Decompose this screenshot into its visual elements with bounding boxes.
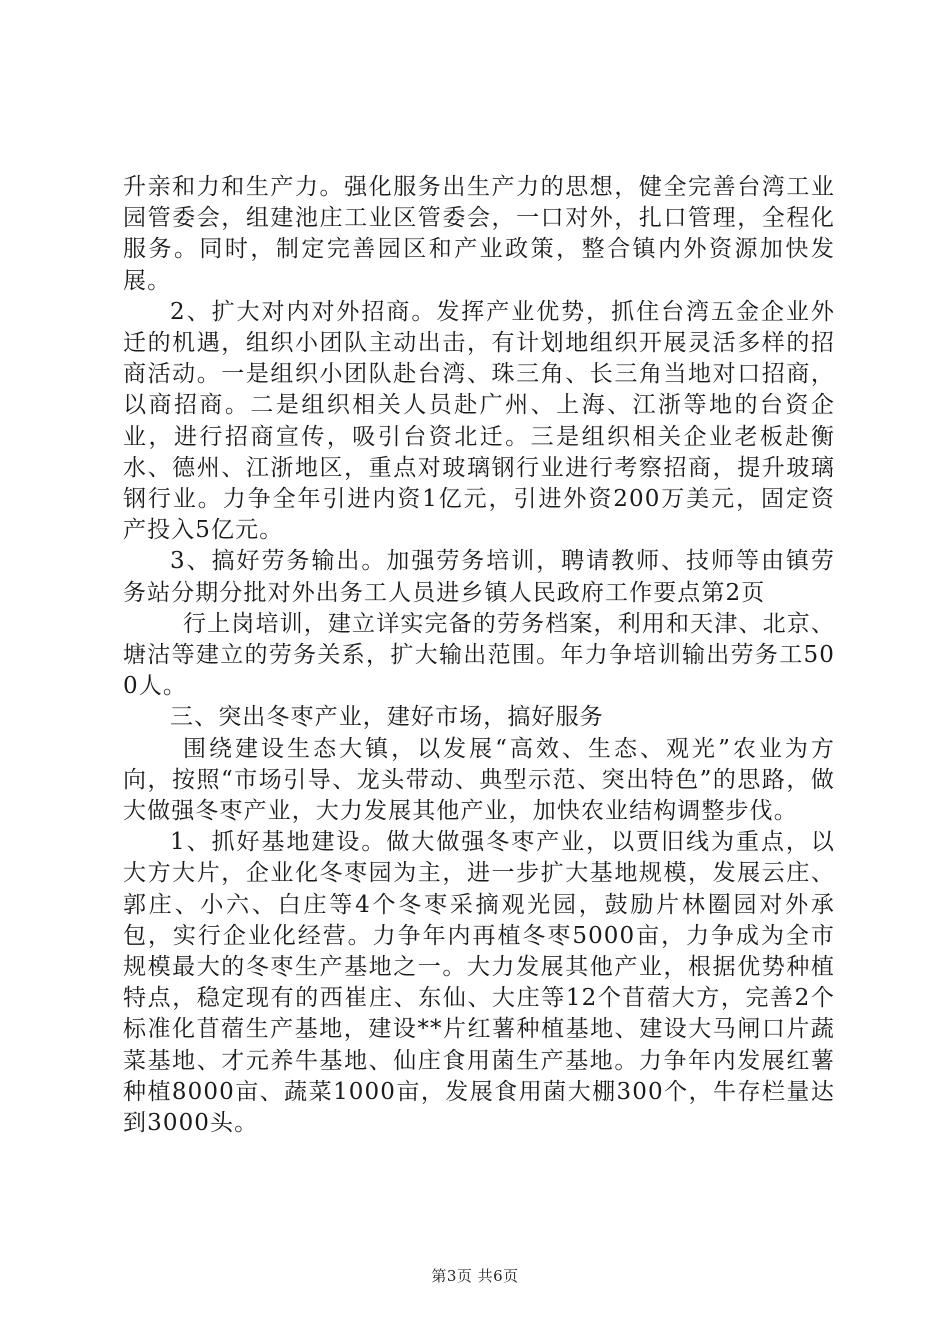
paragraph-investment-attraction: 2、扩大对内对外招商。发挥产业优势，抓住台湾五金企业外迁的机遇，组织小团队主动出击，有计划地组织开展灵活多样的招商活动。一是组织小团队赴台湾、珠三角、长三角当地对口招商，以商招商。二是组织相关人员赴广州、上海、江浙等地的台资企业，进行招商宣传，吸引台资北迁。三是组织相关企业老板赴衡水、德州、江浙地区，重点对玻璃钢行业进行考察招商，提升玻璃钢行业。力争全年引进内资1亿元，引进外资200万美元，固定资产投入5亿元。	[123, 298, 835, 544]
paragraph-labor-training: 行上岗培训，建立详实完备的劳务档案，利用和天津、北京、塘沽等建立的劳务关系，扩大输出范围。年力争培训输出劳务工500人。	[123, 610, 835, 700]
page-number-footer: 第3页 共6页	[431, 1267, 519, 1285]
document-body	[123, 172, 835, 1139]
paragraph-intro-continued: 升亲和力和生产力。强化服务出生产力的思想，健全完善台湾工业园管委会，组建池庄工业区管委会，一口对外，扎口管理，全程化服务。同时，制定完善园区和产业政策，整合镇内外资源加快发展。	[123, 174, 835, 294]
paragraph-ecological-town: 围绕建设生态大镇，以发展“高效、生态、观光”农业为方向，按照“市场引导、龙头带动、典型示范、突出特色”的思路，做大做强冬枣产业，大力发展其他产业，加快农业结构调整步伐。	[123, 735, 835, 825]
section-heading-winter-jujube: 三、突出冬枣产业，建好市场，搞好服务	[170, 704, 604, 731]
paragraph-base-construction: 1、抓好基地建设。做大做强冬枣产业，以贾旧线为重点，以大方大片，企业化冬枣园为主，进一步扩大基地规模，发展云庄、郭庄、小六、白庄等4个冬枣采摘观光园，鼓励片林圈园对外承包，实行企业化经营。力争年内再植冬枣5000亩，力争成为全市规模最大的冬枣生产基地之一。大力发展其他产业，根据优势种植特点，稳定现有的西崔庄、东仙、大庄等12个苜蓿大方，完善2个标准化苜蓿生产基地，建设**片红薯种植基地、建设大马闸口片蔬菜基地、才元养牛基地、仙庄食用菌生产基地。力争年内发展红薯种植8000亩、蔬菜1000亩，发展食用菌大棚300个，牛存栏量达到3000头。	[123, 829, 835, 1137]
paragraph-labor-export: 3、搞好劳务输出。加强劳务培训，聘请教师、技师等由镇劳务站分期分批对外出务工人员进乡镇人民政府工作要点第2页	[123, 548, 835, 606]
